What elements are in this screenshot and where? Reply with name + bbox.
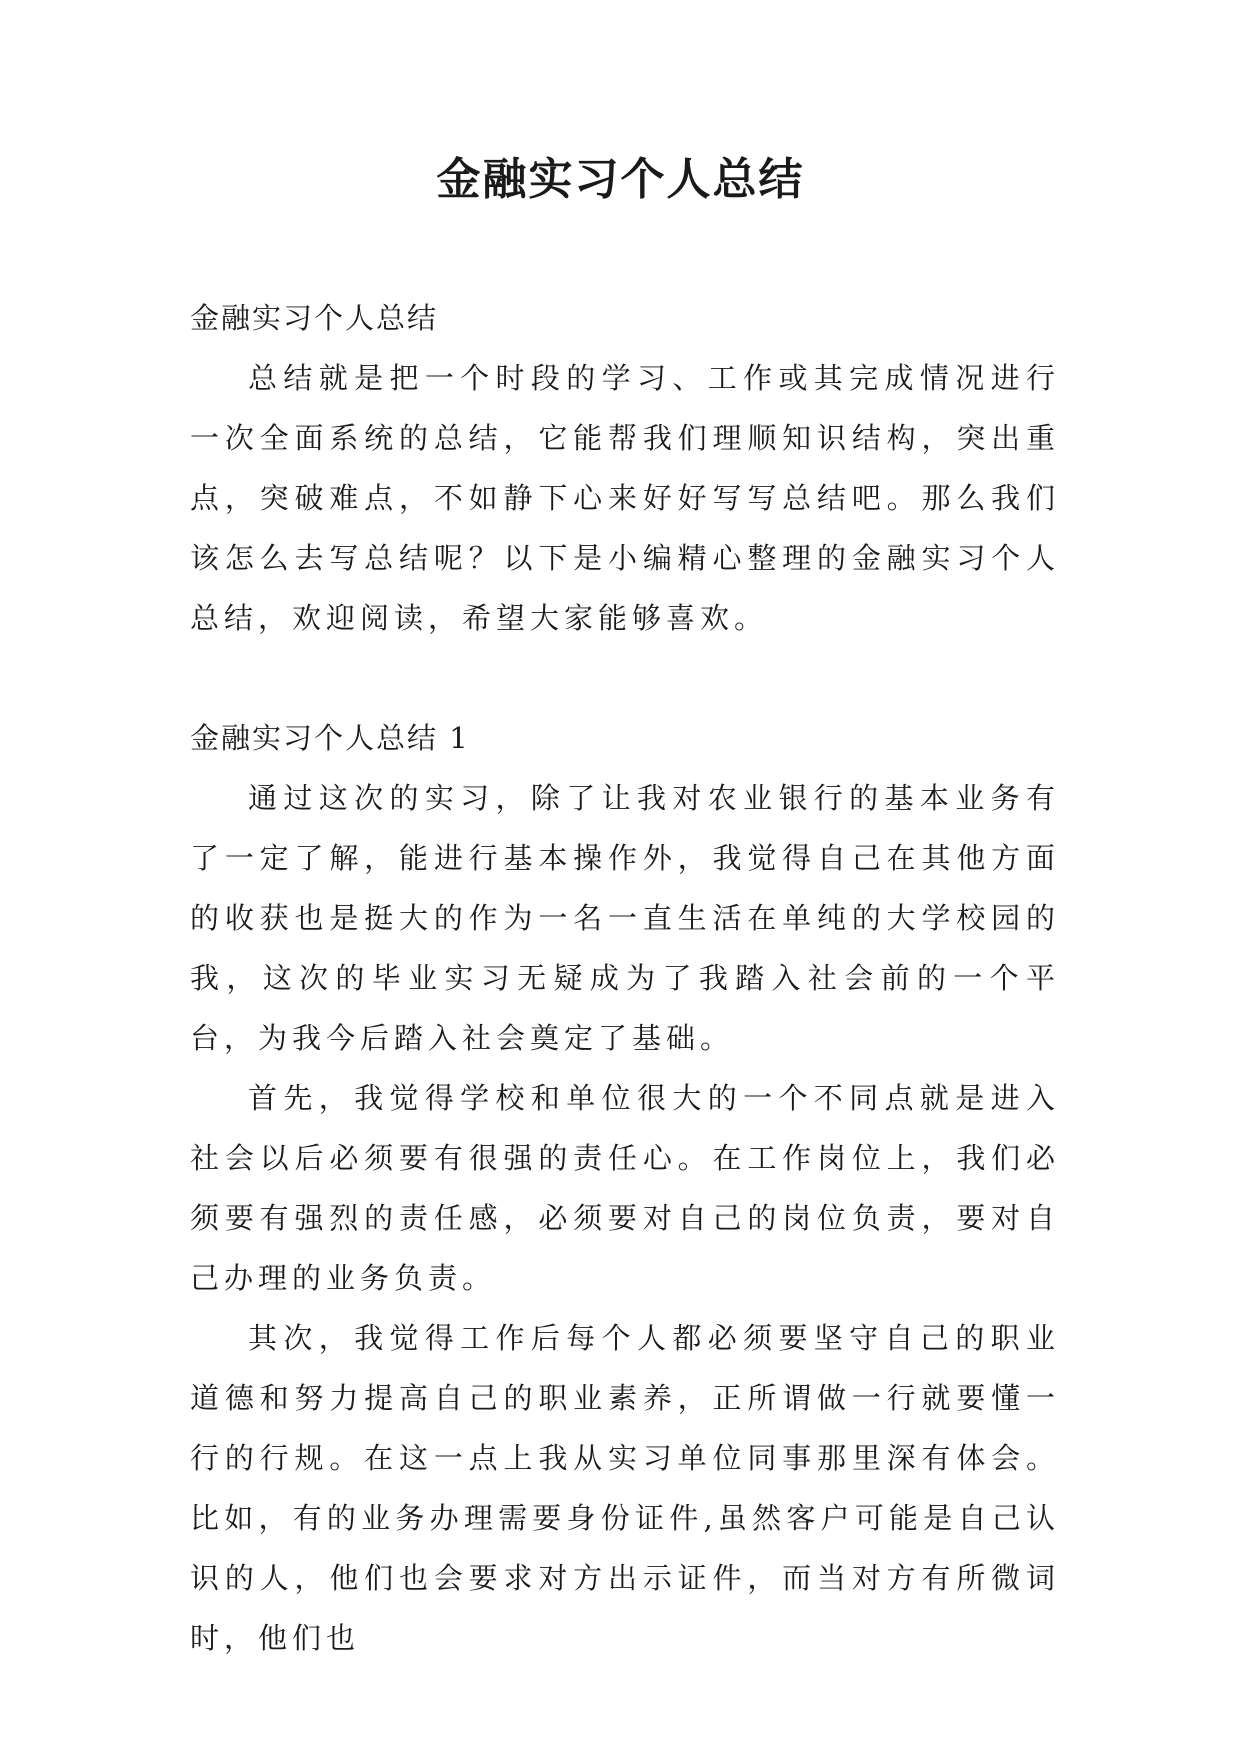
document-body bbox=[190, 288, 1060, 1668]
section1-paragraph-2: 首先，我觉得学校和单位很大的一个不同点就是进入社会以后必须要有很强的责任心。在工作岗位上，我们必须要有强烈的责任感，必须要对自己的岗位负责，要对自己办理的业务负责。 bbox=[190, 1081, 1060, 1295]
document-title: 金融实习个人总结 bbox=[436, 154, 805, 205]
section1-paragraph-3: 其次，我觉得工作后每个人都必须要坚守自己的职业道德和努力提高自己的职业素养，正所谓做一行就要懂一行的行规。在这一点上我从实习单位同事那里深有体会。比如，有的业务办理需要身份证件,虽然客户可能是自己认识的人，他们也会要求对方出示证件，而当对方有所微词时，他们也 bbox=[190, 1321, 1060, 1655]
section1-paragraph-1: 通过这次的实习，除了让我对农业银行的基本业务有了一定了解，能进行基本操作外，我觉得自己在其他方面的收获也是挺大的作为一名一直生活在单纯的大学校园的我，这次的毕业实习无疑成为了我踏入社会前的一个平台，为我今后踏入社会奠定了基础。 bbox=[190, 781, 1060, 1055]
section-spacer bbox=[190, 648, 1060, 708]
intro-heading: 金融实习个人总结 bbox=[190, 301, 439, 335]
section1-heading: 金融实习个人总结 1 bbox=[190, 721, 470, 755]
intro-paragraph: 总结就是把一个时段的学习、工作或其完成情况进行一次全面系统的总结，它能帮我们理顺知识结构，突出重点，突破难点，不如静下心来好好写写总结吧。那么我们该怎么去写总结呢？以下是小编精心整理的金融实习个人总结，欢迎阅读，希望大家能够喜欢。 bbox=[190, 361, 1060, 635]
